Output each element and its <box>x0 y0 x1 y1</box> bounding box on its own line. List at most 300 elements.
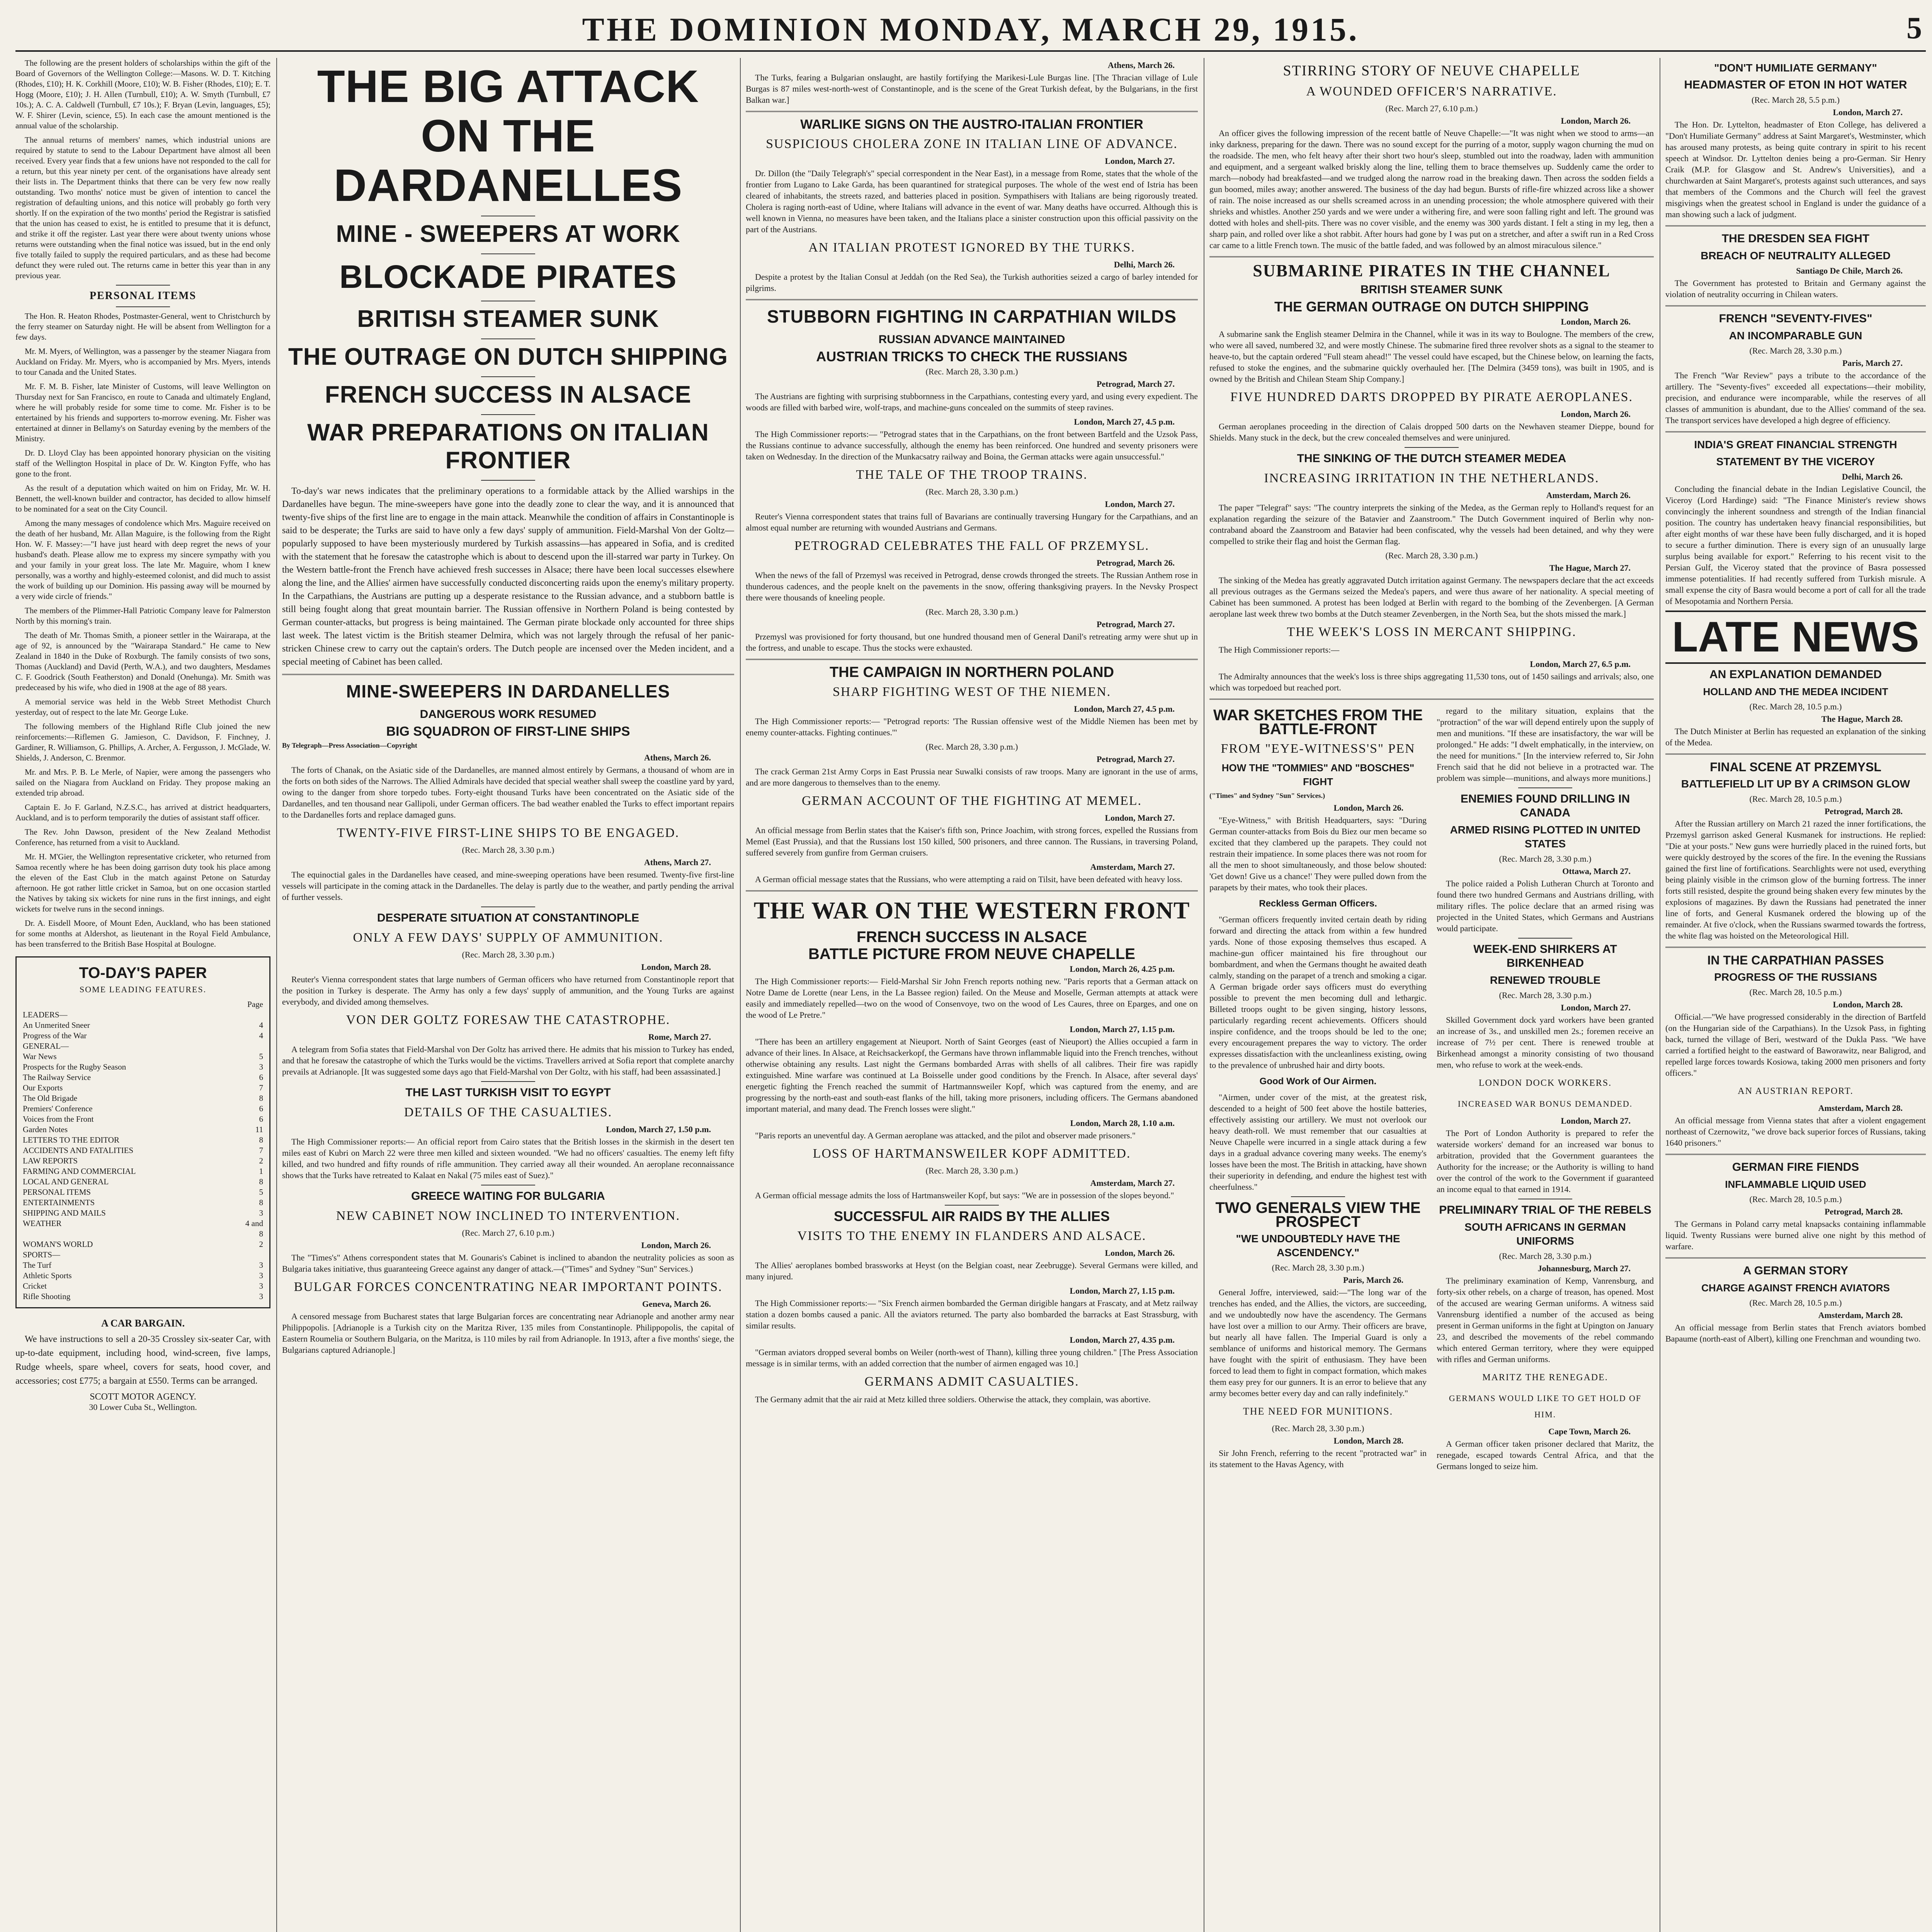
headline-przemysl: FINAL SCENE AT PRZEMYSL <box>1710 760 1881 774</box>
divider <box>1518 938 1572 939</box>
subhead: A WOUNDED OFFICER'S NARRATIVE. <box>1306 84 1557 99</box>
dateline: London, March 26. <box>1561 317 1631 327</box>
divider <box>746 659 1198 660</box>
subhead: AUSTRIAN TRICKS TO CHECK THE RUSSIANS <box>816 349 1128 364</box>
dateline: London, March 27, 1.15 p.m. <box>1070 1024 1175 1034</box>
subhead: STATEMENT BY THE VICEROY <box>1716 456 1875 468</box>
subhead: Good Work of Our Airmen. <box>1259 1076 1377 1087</box>
toc-entry-page: 3 <box>259 1271 263 1280</box>
received-time: (Rec. March 28, 10.5 p.m.) <box>1749 1298 1842 1308</box>
toc-entry <box>23 1291 263 1302</box>
dateline: Amsterdam, March 27. <box>1090 862 1175 872</box>
toc-entry-page: 6 <box>259 1073 263 1082</box>
subhead: FROM "EYE-WITNESS'S" PEN <box>1221 742 1415 756</box>
toc-entry <box>23 1072 263 1083</box>
dateline: London, March 27, 4.35 p.m. <box>1070 1335 1175 1345</box>
toc-entry-label: GENERAL— <box>23 1041 69 1051</box>
subhead-dangerous-work: DANGEROUS WORK RESUMED <box>420 708 597 721</box>
article-paragraph: The sinking of the Medea has greatly aggravated Dutch irritation against Germany. The newspapers declare that the act exceeds all previous outrages as the Germans seized the Medea's papers, and were thus aware of her nationality. A special meeting of Cabinet has been summoned. A protest has been lodged at Berlin with regard to the bombing of the Zevenbergen. [A German aeroplane last week threw two bombs at the Dutch steamer Zevenbergen, in the North Sea, but the shots missed the mark.] <box>1209 575 1654 619</box>
article-paragraph: A telegram from Sofia states that Field-Marshal von Der Goltz has arrived there. He admits that his mission to Turkey has ended, and that he foresaw the catastrophe of which the Turks would be the victims. Travellers arrived at Sofia report that complete anarchy prevails at Adrianople. [It was suggested some days ago that Field-Marshal von Der Goltz, with his staff, had been assassinated.] <box>282 1044 734 1077</box>
subhead: ONLY A FEW DAYS' SUPPLY OF AMMUNITION. <box>353 930 663 945</box>
dateline: Rome, March 27. <box>648 1032 711 1042</box>
received-time: (Rec. March 28, 3.30 p.m.) <box>462 845 554 855</box>
toc-entry <box>23 1177 263 1187</box>
advert-agency: SCOTT MOTOR AGENCY. <box>90 1392 196 1402</box>
divider <box>1209 256 1654 257</box>
subhead: CHARGE AGAINST FRENCH AVIATORS <box>1701 1282 1890 1294</box>
dateline: London, March 26. <box>1561 409 1631 419</box>
dateline: London, March 28. <box>1833 1000 1903 1009</box>
press-credit: By Telegraph—Press Association—Copyright <box>282 742 417 749</box>
divider <box>481 1081 535 1082</box>
received-time: (Rec. March 28, 3.30 p.m.) <box>1499 854 1592 864</box>
article-paragraph: The High Commissioner reports:— "Petrograd reports: 'The Russian offensive west of the Middle Niemen has been met by enemy counter-attacks. Fighting continues.'" <box>746 716 1198 737</box>
headline-western-front: THE WAR ON THE WESTERN FRONT <box>753 898 1190 924</box>
toc-entry-page <box>240 1041 263 1051</box>
toc-entry-page: 7 <box>259 1146 263 1155</box>
subhead: SHARP FIGHTING WEST OF THE NIEMEN. <box>832 685 1111 699</box>
toc-entry-label: Cricket <box>23 1281 47 1291</box>
article-paragraph: Reuter's Vienna correspondent states that large numbers of German officers who have returned from Constantinople report that the position in Turkey is desperate. The Army has only a few days' supply of ammunition, and the Young Turks are against everybody, and divided among themselves. <box>282 975 734 1007</box>
article-paragraph: Concluding the financial debate in the Indian Legislative Council, the Viceroy (Lord Hardinge) said: "The Finance Minister's review shows convincingly the inherent soundness and strength of the Indian financial position. The country has undertaken heavy financial responsibilities, but after eight months of war these have been fully discharged, and it is hoped to secure a further diminution. There is every sign of an unusually large surplus being available for export." Referring to his recent visit to the Persian Gulf, the Viceroy stated that the province of Basra possessed immense potentialities. If had recently suffered from Turkish misrule. A small expense the city of Basra would become a port of call for all the trade of Mesopotamia and Northern Persia. <box>1665 484 1926 606</box>
scholarship-paragraph: The following are the present holders of scholarships within the gift of the Board of Governors of the Wellington College:—Masons. W. D. T. Kitching (Rhodes, £10); H. K. Corkhill (Moore, £10); W. B. Fisher (Rhodes, £10); E. T. Hogg (Moore, £10); J. H. Allen (Turnbull, £10); A. W. Smyth (Turnbull, £7 10s.); A. C. A. Caldwell (Turnbull, £7 10s.); F. Bryan (Levin, languages, £5); W. F. Shirer (Levin, science, £5). In each case the amount mentioned is the annual value of the scholarship. <box>15 58 270 130</box>
subhead: THE WEEK'S LOSS IN MERCANT SHIPPING. <box>1287 625 1577 639</box>
dateline: Petrograd, March 28. <box>1824 1207 1903 1216</box>
personal-item: The members of the Plimmer-Hall Patriotic Company leave for Palmerston North by this morning's train. <box>15 606 270 626</box>
dateline: Petrograd, March 27. <box>1096 619 1175 629</box>
article-paragraph: Dr. Dillon (the "Daily Telegraph's" special correspondent in the Near East), in a message from Rome, states that the whole of the frontier from Lugano to Lake Garda, has been quarantined for strategical purposes. The whole of the west end of Istria has been cleared of inhabitants, the streets razed, and batteries placed in position. Sympathisers with Italians are being rigorously treated. Cholera is raging north-east of Udine, where Italians will advance in the event of war. Many deaths have occurred. Although this is well known in Vienna, no measures have been taken, and the Italians place a sinister construction upon this official passivity on the part of the Austrians. <box>746 168 1198 234</box>
dateline: Santiago De Chile, March 26. <box>1796 266 1903 276</box>
late-news-header: LATE NEWS <box>1665 611 1926 664</box>
divider <box>116 306 170 307</box>
todays-paper-subheading: SOME LEADING FEATURES. <box>79 985 207 994</box>
column-rule <box>276 58 277 1932</box>
article-paragraph: "Airmen, under cover of the mist, at the greatest risk, descended to a height of 500 feet above the hostile batteries, effectively assisting our artillery. We must not overlook our heavy death-roll. We must remember that our casualties at Neuve Chapelle were incurred in a single attack during a few days in a gradual advance covering many weeks. The enemy's losses have been the most. The British in attacking, have shown their superiority in defending, and endure the highest test with cheerfulness." <box>1209 1092 1427 1192</box>
toc-entry-label: Voices from the Front <box>23 1114 94 1124</box>
subhead: LOSS OF HARTMANSWEILER KOPF ADMITTED. <box>813 1146 1131 1161</box>
personal-item: Mr. M. Myers, of Wellington, was a passenger by the steamer Niagara from Auckland on Friday. Mr. Myers, who is accompanied by Mrs. Myers, intends to tour Canada and the United States. <box>15 347 270 377</box>
article-paragraph: The paper "Telegraf" says: "The country interprets the sinking of the Medea, as the German reply to Holland's request for an explanation regarding the seizure of the Batavier and Zaanstroom." The Dutch Government inquired of Berlin why non-contraband aboard the Zaanstroom and Batavier had been confiscated, why the vessels had been detained, and why they were compelled to strike their flag and hoist the German flag. <box>1209 503 1654 546</box>
personal-item: Mr. F. M. B. Fisher, late Minister of Customs, will leave Wellington on Thursday next for San Francisco, en route to Canada and ultimately England, where he will probably reside for some time to come. Mr. Fisher is to be entertained by his friends and supporters to-morrow evening. Mr. Fisher was entertained at dinner in Bellamy's on Saturday evening by the members of the Ministry. <box>15 382 270 443</box>
article-paragraph: The Port of London Authority is prepared to refer the waterside workers' demand for an increased war bonus to arbitration, provided that the Government guarantees the Authority for the increase; or the Authority is willing to hand over the control of the work to the Government if guaranteed an income equal to that earned in 1914. <box>1437 1128 1654 1194</box>
toc-entry-page: 5 <box>259 1052 263 1061</box>
divider <box>282 674 734 675</box>
divider <box>1518 787 1572 788</box>
article-paragraph: The Dutch Minister at Berlin has requested an explanation of the sinking of the Medea. <box>1665 726 1926 747</box>
column-5 <box>1665 58 1926 1932</box>
toc-entry-page: 3 <box>259 1281 263 1291</box>
personal-items-heading: PERSONAL ITEMS <box>89 290 197 302</box>
headline-two-generals: TWO GENERALS VIEW THE PROSPECT <box>1215 1199 1421 1230</box>
toc-entry-label: An Unmerited Sneer <box>23 1020 90 1030</box>
toc-entry-label: LEADERS— <box>23 1010 68 1019</box>
dateline: London, March 27, 1.50 p.m. <box>606 1124 711 1134</box>
article-paragraph: A German officer taken prisoner declared that Maritz, the renegade, escaped towards Central Africa, and that the Germans longed to seize him. <box>1437 1439 1654 1471</box>
article-paragraph: The High Commissioner reports:— An official report from Cairo states that the British losses in the skirmish in the desert ten miles east of Kubri on March 22 were three men killed and sixteen wounded. "We had no officers' casualties. The enemy left fifty killed, and two hundred and fifty rounds of rifle ammunition. They carried away all their wounded. An aeroplane reconnaissance shows that the Turks have retreated to Kalaat en Nakal (75 miles east of Suez)." <box>282 1137 734 1180</box>
column-4 <box>1209 58 1654 1932</box>
subhead: LONDON DOCK WORKERS. <box>1478 1078 1612 1088</box>
article-paragraph: The High Commissioner reports:— "Six French airmen bombarded the German dirigible hangars at Frascaty, and at Metz railway station a dozen bombs caused a panic. All the aviators returned. The party also bombarded the barracks at East Strassburg, with similar results. <box>746 1298 1198 1330</box>
personal-item: Mr. H. M'Gier, the Wellington representative cricketer, who returned from Samoa recently where he has been doing garrison duty took his place among the eleven of the East Club in the match against Petone on Saturday afternoon. He got rather little cricket in Samoa, but on one occasion startled the Natives by taking six wickets for nine runs in the first innings, and eight wickets for twelve runs in the second innings. <box>15 852 270 913</box>
subhead: GERMANS ADMIT CASUALTIES. <box>864 1374 1079 1389</box>
toc-entry <box>23 1083 263 1093</box>
article-paragraph: An official message from Berlin states that the Kaiser's fifth son, Prince Joachim, with strong forces, expelled the Russians from Memel (East Prussia), and that the Russians lost 150 killed, 500 prisoners, and three cannon. The Russians, in traversing Poland, suffered severely from gunfire from German cruisers. <box>746 825 1198 857</box>
subhead: RUSSIAN ADVANCE MAINTAINED <box>878 333 1065 346</box>
advert-text: We have instructions to sell a 20-35 Crossley six-seater Car, with up-to-date equipment, including hood, wind-screen, five lamps, Rudge wheels, spare wheel, covers for seats, hood cover, and accessories; cost £775; a bargain at £550. Terms can be arranged. <box>15 1334 270 1386</box>
dateline: London, March 26. <box>1105 1248 1175 1258</box>
article-paragraph: "Eye-Witness," with British Headquarters, says: "During German counter-attacks from Bois du Biez our men became so excited that they clambered up the parapets. They could not restrain their impatience. In some places there was not room for all the men to shoot simultaneously, and those below shouted: 'Get down! Give us a chance!' They were pulled down from the parapets by their mates, who took their places. <box>1209 815 1427 892</box>
article-paragraph: A German official message admits the loss of Hartmansweiler Kopf, but says: "We are in possession of the slopes beyond." <box>755 1190 1174 1200</box>
subhead: Reckless German Officers. <box>1259 898 1377 909</box>
dateline: London, March 28. <box>641 962 711 972</box>
headline-dutch-shipping: THE OUTRAGE ON DUTCH SHIPPING <box>288 344 728 370</box>
dateline: The Hague, March 28. <box>1821 714 1903 724</box>
toc-entry-page: 8 <box>259 1094 263 1103</box>
toc-entry-label: WEATHER <box>23 1219 62 1228</box>
divider <box>481 338 535 339</box>
divider <box>1665 1257 1926 1259</box>
article-paragraph: The forts of Chanak, on the Asiatic side of the Dardanelles, are manned almost entirely by Germans, a thousand of whom are in the forts on both sides of the Narrows. The Allied Admirals have decided that special weather shall sweep the coastline yard by yard, owing to the danger from shore torpedo tubes. Forty-eight thousand Turks have been concentrated on the Asiatic side of the Dardanelles, and ten thousand near Gallipoli, under German officers. The bad weather enabled the Turks to effect important repairs to the Dardanelles forts and replace damaged guns. <box>282 765 734 820</box>
headline-dardanelles: MINE-SWEEPERS IN DARDANELLES <box>346 681 670 701</box>
toc-entry <box>23 1020 263 1031</box>
headline-explanation: AN EXPLANATION DEMANDED <box>1709 668 1882 681</box>
toc-entry-page: 1 <box>259 1167 263 1176</box>
toc-entry <box>23 1281 263 1291</box>
article-paragraph: A censored message from Bucharest states that large Bulgarian forces are concentrating near Adrianople and another army near Philippopolis. [Adrianople is a Turkish city on the Maritza River, 135 miles from Constantinople. Philippopolis, the capital of Eastern Roumelia or Southern Bulgaria, on the Maritza, is 110 miles by rail from Adrianople. In 1913, after a five months' siege, the Bulgarians captured Adrianople.] <box>282 1311 734 1355</box>
divider <box>1665 431 1926 432</box>
headline-canada: ENEMIES FOUND DRILLING IN CANADA <box>1460 793 1630 819</box>
divider <box>1209 699 1654 700</box>
toc-entry <box>23 1031 263 1041</box>
dateline: Ottawa, March 27. <box>1562 866 1631 876</box>
dateline: London, March 26, 4.25 p.m. <box>1070 964 1175 974</box>
received-time: (Rec. March 27, 6.10 p.m.) <box>462 1228 554 1238</box>
headline-submarine-pirates: SUBMARINE PIRATES IN THE CHANNEL <box>1253 261 1611 280</box>
toc-entry-label: FARMING AND COMMERCIAL <box>23 1167 136 1176</box>
received-time: (Rec. March 28, 3.30 p.m.) <box>1385 551 1478 560</box>
toc-entry-label: The Railway Service <box>23 1073 91 1082</box>
article-paragraph: A submarine sank the English steamer Delmira in the Channel, while it was in its way to Boulogne. The members of the crew, who were all saved, numbered 32, and were mostly Chinese. The submarine fired three revolver shots as a signal to the steamer to heave-to, but the captain ordered "Full steam ahead!" The vessel could have escaped, but the Chinese below, on learning the facts, refused to stoke the engines, and the submarine quickly overhauled her. [The Delmira (3459 tons), was built in 1905, and is owned by the British and Chilean Steam Ship Company.] <box>1209 329 1654 384</box>
article-paragraph: An official message from Berlin states that French aviators bombed Bapaume (north-east of Albert), killing one Frenchman and wounding two. <box>1665 1323 1926 1344</box>
toc-entry <box>23 1197 263 1208</box>
received-time: (Rec. March 28, 3.30 p.m.) <box>462 950 554 959</box>
toc-entry-label: The Turf <box>23 1260 52 1270</box>
dateline: London, March 27. <box>1105 813 1175 823</box>
article-paragraph: The police raided a Polish Lutheran Church at Toronto and found there two hundred Germans and Austrians drilling, with military rifles. The police declare that an armed rising was projected in the United States, which Germans and Austrians would participate. <box>1437 879 1654 933</box>
dateline: London, March 27, 4.5 p.m. <box>1074 704 1175 714</box>
toc-entry <box>23 1260 263 1270</box>
dateline: Petrograd, March 27. <box>1096 754 1175 764</box>
todays-paper-heading: TO-DAY'S PAPER <box>79 964 207 981</box>
toc-entry-page: 8 <box>259 1135 263 1145</box>
article-paragraph: The French "War Review" pays a tribute to the accordance of the artillery. The "Seventy-fives" exceeded all expectations—their mobility, precision, and endurance were incomparable, while the reserves of all classes of ammunition is abundant, due to the Allies' command of the sea. The transport services have developed a high degree of efficiency. <box>1665 371 1926 425</box>
personal-item: The death of Mr. Thomas Smith, a pioneer settler in the Wairarapa, at the age of 92, is announced by the "Wairarapa Standard." He came to New Zealand in 1840 in the Duke of Roxburgh. The family consists of two sons, Thomas (Auckland) and David (Perth, W.A.), and two daughters, Mesdames C. F. Goodrick (South Featherston) and Donald (Onehunga). Mr. Smith was predeceased by his wife, who died in 1908 at the age of 88 years. <box>15 631 270 692</box>
subhead: GERMANS WOULD LIKE TO GET HOLD OF HIM. <box>1449 1393 1642 1419</box>
article-paragraph: The Turks, fearing a Bulgarian onslaught, are hastily fortifying the Marikesi-Lule Burgas line. [The Thracian village of Lule Burgas is 87 miles west-north-west of Constantinople, and is the scene of the Great Turkish defeat, by the Bulgarians, in the first Balkan war.] <box>746 73 1198 105</box>
column-2 <box>282 58 734 1932</box>
subhead-big-squadron: BIG SQUADRON OF FIRST-LINE SHIPS <box>386 724 630 739</box>
todays-paper-box <box>15 956 270 1308</box>
article-paragraph: The Germans in Poland carry metal knapsacks containing inflammable liquid. Twenty Russians were burned alive one night by this method of warfare. <box>1665 1219 1926 1251</box>
subhead: THE NEED FOR MUNITIONS. <box>1243 1406 1393 1417</box>
personal-item: As the result of a deputation which waited on him on Friday, Mr. W. H. Bennett, the well-known builder and contractor, has decided to allow himself to be nominated for a seat on the City Council. <box>15 483 270 514</box>
subhead: BREACH OF NEUTRALITY ALLEGED <box>1701 250 1891 262</box>
dateline: Delhi, March 26. <box>1114 260 1175 269</box>
toc-entry-page: 3 <box>259 1208 263 1218</box>
subhead: THE GERMAN OUTRAGE ON DUTCH SHIPPING <box>1274 299 1589 315</box>
headline-italian-frontier: WAR PREPARATIONS ON ITALIAN FRONTIER <box>307 419 709 474</box>
divider <box>1405 447 1459 448</box>
subhead: AN ITALIAN PROTEST IGNORED BY THE TURKS. <box>808 240 1135 255</box>
personal-item: The Hon. R. Heaton Rhodes, Postmaster-General, went to Christchurch by the ferry steamer on Saturday night. He will be absent from Wellington for a few days. <box>15 311 270 342</box>
dateline: London, March 27. <box>1833 107 1903 117</box>
dateline: Amsterdam, March 28. <box>1818 1103 1903 1113</box>
headline-german-story: A GERMAN STORY <box>1743 1264 1849 1277</box>
received-time: (Rec. March 28, 3.30 p.m.) <box>925 487 1018 497</box>
press-credit: ("Times" and Sydney "Sun" Services.) <box>1209 792 1325 799</box>
headline-india: INDIA'S GREAT FINANCIAL STRENGTH <box>1694 439 1897 451</box>
received-time: (Rec. March 28, 5.5 p.m.) <box>1752 95 1840 105</box>
advert-address: 30 Lower Cuba St., Wellington. <box>89 1402 197 1412</box>
dateline: London, March 26. <box>641 1240 711 1250</box>
toc-entry <box>23 1010 263 1020</box>
dateline: Petrograd, March 27. <box>1096 379 1175 389</box>
subhead: ARMED RISING PLOTTED IN UNITED STATES <box>1450 824 1641 850</box>
divider <box>481 480 535 481</box>
subhead: THE SINKING OF THE DUTCH STEAMER MEDEA <box>1297 452 1566 465</box>
masthead <box>15 8 1926 52</box>
toc-entry <box>23 1104 263 1114</box>
article-paragraph: An officer gives the following impression of the recent battle of Neuve Chapelle:—"It was night when we stood to arms—an inky darkness, preparing for the dawn. There was no sound except for the purring of a motor, supply wagon churning the mud on the roadside. The men, who felt heavy after their short two hour's sleep, stumbled out into the roadway, laden with ammunition and equipment, and a sergeant walked briskly along the line, telling them to brace themselves up. Suddenly came the order to march—nobody had breakfasted—and we trudged along the narrow road in the breaking dawn. Then across the sodden fields a gun boomed, miles away; another answered. The business of the day had begun. Bursts of rifle-fire whizzed across like a shower of rain. The noise increased as our shells screamed across in an unending procession; the whole atmosphere quivered with their shrieks and whistles. Another 250 yards and we were under a withering fire, and were soon falling right and left. The ground was dotted with holes and shell-pits. There was no cover visible, and the enemy was 300 yards distant. I felt a sting in my leg, then a sharp pain, and rolled over like a shot rabbit. After hours had gone by I was put on a stretcher, and after a swift run in a Red Cross car came to a little French town. The music of the battle faded, and was followed by an almost miraculous silence." <box>1209 128 1654 250</box>
toc-entry-page: 4 <box>259 1031 263 1040</box>
article-paragraph: German aeroplanes proceeding in the direction of Calais dropped 500 darts on the Newhaven steamer Dieppe, bound for Shields. Many stuck in the deck, but the crew concealed themselves and were uninjured. <box>1209 422 1654 442</box>
article-paragraph: "Paris reports an uneventful day. A German aeroplane was attacked, and the pilot and observer made prisoners." <box>755 1131 1136 1140</box>
headline-fire-fiends: GERMAN FIRE FIENDS <box>1732 1161 1859 1173</box>
subhead: THE TALE OF THE TROOP TRAINS. <box>856 468 1088 482</box>
headline-british-steamer-sunk: BRITISH STEAMER SUNK <box>357 306 659 332</box>
dateline: The Hague, March 27. <box>1549 563 1631 573</box>
toc-entry <box>23 1124 263 1135</box>
column-3 <box>746 58 1198 1932</box>
divider <box>945 1205 999 1206</box>
toc-entry-label: Our Exports <box>23 1083 63 1092</box>
received-time: (Rec. March 28, 3.30 p.m.) <box>925 367 1018 376</box>
subhead: HOLLAND AND THE MEDEA INCIDENT <box>1703 686 1888 697</box>
received-time: (Rec. March 28, 3.30 p.m.) <box>925 742 1018 752</box>
subhead: "WE UNDOUBTEDLY HAVE THE ASCENDENCY." <box>1236 1233 1400 1259</box>
divider <box>1665 753 1926 755</box>
divider <box>746 299 1198 300</box>
toc-entry-page: 4 <box>259 1020 263 1030</box>
subhead: PROGRESS OF THE RUSSIANS <box>1714 971 1877 983</box>
dateline: London, March 28, 1.10 a.m. <box>1070 1118 1175 1128</box>
subhead: INCREASED WAR BONUS DEMANDED. <box>1458 1099 1633 1109</box>
toc-entry <box>23 1093 263 1104</box>
article-paragraph: "German aviators dropped several bombs on Weiler (north-west of Thann), killing three young children." [The Press Association message is in similar terms, with an added correction that the number of airmen engaged was 10.] <box>746 1347 1198 1368</box>
dateline: London, March 27, 4.5 p.m. <box>1074 417 1175 427</box>
subhead: MARITZ THE RENEGADE. <box>1482 1372 1608 1383</box>
article-paragraph: Skilled Government dock yard workers have been granted an increase of 3s., and unskilled men 2s.; foremen receive an increase of 7½ per cent. There is renewed trouble at Birkenhead amongst a minority consisting of two thousand men, who refuse to work at the week-ends. <box>1437 1015 1654 1070</box>
personal-item: Captain E. Jo F. Garland, N.Z.S.C., has arrived at district headquarters, Auckland, and is to perform temporarily the duties of assistant staff officer. <box>15 803 270 822</box>
dateline: Cape Town, March 26. <box>1548 1427 1631 1436</box>
headline-northern-poland: THE CAMPAIGN IN NORTHERN POLAND <box>829 664 1114 680</box>
personal-item: Among the many messages of condolence which Mrs. Maguire received on the death of her husband, Mr. Allan Maguire, is the following from the Right Hon. W. F. Massey:—"I have just heard with deep regret the news of your husband's death. Please allow me to express my sincere sympathy with you and your family in your great loss. The late Mr. Maguire, whom I knew personally, was a worthy and highly-esteemed colonist, and did much to assist the work of building up our Dominion. His passing away will be mourned by a very wide circle of friends." <box>15 519 270 601</box>
toc-entry <box>23 1135 263 1145</box>
toc-entry-page: 11 <box>255 1125 263 1134</box>
toc-entry <box>23 1208 263 1218</box>
divider <box>1291 1196 1345 1197</box>
toc-entry-page: 8 <box>259 1198 263 1207</box>
toc-entry-label: SPORTS— <box>23 1250 60 1259</box>
headline-french-success: FRENCH SUCCESS IN ALSACE <box>325 381 692 408</box>
divider <box>481 906 535 907</box>
subhead: TWENTY-FIVE FIRST-LINE SHIPS TO BE ENGAGED. <box>337 826 680 840</box>
headline-birkenhead: WEEK-END SHIRKERS AT BIRKENHEAD <box>1473 943 1617 969</box>
subhead: INFLAMMABLE LIQUID USED <box>1725 1179 1866 1190</box>
headline-austro-italian: WARLIKE SIGNS ON THE AUSTRO-ITALIAN FRONTIER <box>800 117 1143 132</box>
toc-entry <box>23 1218 263 1239</box>
toc-entry-label: LOCAL AND GENERAL <box>23 1177 109 1186</box>
article-paragraph: The Germany admit that the air raid at Metz killed three soldiers. Otherwise the attack, they complain, was abortive. <box>755 1395 1151 1404</box>
masthead-title: THE DOMINION MONDAY, MARCH 29, 1915. <box>582 11 1359 48</box>
toc-entry-page: 2 <box>259 1240 263 1249</box>
subhead: BRITISH STEAMER SUNK <box>1360 283 1503 296</box>
toc-entry-label: Rifle Shooting <box>23 1292 71 1301</box>
personal-item: Dr. D. Lloyd Clay has been appointed honorary physician on the visiting staff of the Wellington Hospital in place of Dr. W. Kington Fyffe, who has gone to the front. <box>15 448 270 478</box>
divider <box>116 285 170 286</box>
article-paragraph: After the Russian artillery on March 21 razed the inner fortifications, the Przemysl garrison asked General Kusmanek for instructions. He replied: "Die at your posts." New guns were hurriedly placed in the ruined forts, but were quickly destroyed by the scores of the fire. In the evening the Russians gained the first line of fortifications. Searchlights were not used, everything being plainly visible in the crimson glow of the burning fortress. The inner forts still resisted, despite the ground being shaken every few minutes by the explosions of magazines. By dawn the Russians had penetrated the inner line of forts, and General Kusmanek ordered the blowing up of the remainder. At five o'clock, when the Russians swarmed towards the fortress, the white flag was hoisted on the Meteorological Hill. <box>1665 819 1926 940</box>
divider <box>481 414 535 415</box>
divider <box>1665 1154 1926 1155</box>
toc-entry <box>23 1250 263 1260</box>
headline-carpathian-passes: IN THE CARPATHIAN PASSES <box>1707 953 1884 967</box>
dateline: Geneva, March 26. <box>642 1299 711 1309</box>
received-time: (Rec. March 27, 6.10 p.m.) <box>1385 104 1478 113</box>
personal-item: A memorial service was held in the Webb Street Methodist Church yesterday, out of respect to the late Mr. George Luke. <box>15 697 270 717</box>
toc-entry-label: Prospects for the Rugby Season <box>23 1062 126 1071</box>
toc-entry-label: Premiers' Conference <box>23 1104 93 1113</box>
toc-entry-page: 2 <box>259 1156 263 1165</box>
subhead: PETROGRAD CELEBRATES THE FALL OF PRZEMYSL. <box>794 539 1150 553</box>
divider <box>746 890 1198 891</box>
divider <box>1665 947 1926 948</box>
article-paragraph: When the news of the fall of Przemysl was received in Petrograd, dense crowds thronged the streets. The Russian Anthem rose in thunderous cadences, and the people knelt on the pavements in the snow, offering thanksgiving prayers. In the Nevsky Prospect there were thousands of kneeling people. <box>746 570 1198 602</box>
subhead: THE LAST TURKISH VISIT TO EGYPT <box>405 1086 611 1099</box>
dateline: Amsterdam, March 26. <box>1546 490 1631 500</box>
toc-entry-label: Athletic Sports <box>23 1271 72 1280</box>
toc-entry <box>23 1041 263 1051</box>
divider <box>746 111 1198 112</box>
headline-mine-sweepers: MINE - SWEEPERS AT WORK <box>336 221 680 247</box>
dateline: London, March 27, 1.15 p.m. <box>1070 1286 1175 1296</box>
dateline: London, March 27. <box>1105 156 1175 166</box>
war-news-summary: To-day's war news indicates that the preliminary operations to a formidable attack by the Allied warships in the Dardanelles have begun. The mine-sweepers have gone into the deadly zone to clear the way, and it is announced that twenty-five ships of the first line are to engage in the main attack. Meanwhile the condition of affairs in Constantinople is said to be desperate; the Turks are said to have only a few days' supply of ammunition. Field-Marshal Von der Goltz—popularly supposed to have been mysteriously murdered by Turkish assassins—has appeared in Sofia, and is credited with the statement that he foresaw the catastrophe which is about to descend upon the ill-starred war party in Turkey. On the Western battle-front the French have achieved fresh successes in Alsace; there have been local successes elsewhere along the line, and the Allies' airmen have successfully conducted disconcerting raids upon the enemy's military property. In the Carpathians, the Austrians are putting up a desperate resistance to the Russian advance, and a stubborn battle is still being fought along that great mountain barrier. The Russian offensive in Northern Poland is being contested by German counter-attacks, but progress is being maintained. The German pirate blockade only accounted for three ships last week. The latest victim is the British steamer Delmira, which was not largely through the refusal of her panic-stricken Chinese crew to carry out the captain's orders. The Dutch people are incensed over the Meden incident, and a special meeting of Cabinet has been called. <box>282 486 734 667</box>
advert-title: A CAR BARGAIN. <box>101 1318 185 1329</box>
toc-entry-page: 7 <box>259 1083 263 1092</box>
column-rule <box>740 58 741 1932</box>
subhead: RENEWED TROUBLE <box>1490 974 1601 986</box>
dateline: Petrograd, March 28. <box>1824 806 1903 816</box>
subhead: SUSPICIOUS CHOLERA ZONE IN ITALIAN LINE OF ADVANCE. <box>766 137 1178 151</box>
subhead: FRENCH SUCCESS IN ALSACE <box>856 929 1087 946</box>
subhead: BULGAR FORCES CONCENTRATING NEAR IMPORTANT POINTS. <box>294 1280 723 1294</box>
subhead: FIVE HUNDRED DARTS DROPPED BY PIRATE AEROPLANES. <box>1230 390 1633 404</box>
toc-entry <box>23 1156 263 1166</box>
toc-entry-label: War News <box>23 1052 57 1061</box>
subhead: BATTLEFIELD LIT UP BY A CRIMSON GLOW <box>1681 778 1910 790</box>
toc-entry <box>23 1051 263 1062</box>
divider <box>1665 305 1926 306</box>
toc-entry-page: 6 <box>259 1114 263 1124</box>
toc-entry-label: ACCIDENTS AND FATALITIES <box>23 1146 134 1155</box>
received-time: (Rec. March 28, 3.30 p.m.) <box>925 607 1018 617</box>
dateline: London, March 28. <box>1333 1436 1403 1446</box>
received-time: (Rec. March 28, 10.5 p.m.) <box>1749 794 1842 804</box>
dateline: Amsterdam, March 27. <box>1090 1178 1175 1188</box>
subhead: BATTLE PICTURE FROM NEUVE CHAPELLE <box>808 946 1135 963</box>
article-paragraph: Reuter's Vienna correspondent states that trains full of Bavarians are continually traversing Hungary for the Carpathians, and an almost equal number are returning with wounded Austrians and Germans. <box>746 512 1198 532</box>
headline-blockade-pirates: BLOCKADE PIRATES <box>339 259 677 295</box>
toc-entry-page: 5 <box>259 1187 263 1197</box>
subhead: SOUTH AFRICANS IN GERMAN UNIFORMS <box>1464 1221 1626 1247</box>
toc-entry <box>23 1114 263 1124</box>
article-paragraph: The crack German 21st Army Corps in East Prussia near Suwalki consists of raw troops. Many are ignorant in the use of arms, and are more dangerous to themselves than to the enemy. <box>746 767 1198 787</box>
toc-entry-page <box>240 1250 263 1260</box>
article-paragraph: A German official message states that the Russians, who were attempting a raid on Tilsit, have been defeated with heavy loss. <box>755 874 1183 884</box>
dateline: Athens, March 26. <box>1107 60 1175 70</box>
received-time: (Rec. March 28, 3.30 p.m.) <box>1499 1251 1592 1261</box>
headline-seventy-fives: FRENCH "SEVENTY-FIVES" <box>1719 312 1872 325</box>
toc-entry-page: 3 <box>259 1260 263 1270</box>
car-bargain-advert <box>15 1318 270 1412</box>
toc-entry-page: 6 <box>259 1104 263 1113</box>
article-paragraph: regard to the military situation, explains that the "protraction" of the war will depend entirely upon the supply of men and munitions. "If these are insatisfactory, the war will be prolonged." He adds: "I dwelt emphatically, in the interview, on the need for munitions." [In the interview referred to, Sir John French said that he did not believe in a protracted war. The problem was simple—munitions, and always more munitions.] <box>1437 706 1654 783</box>
subhead: HOW THE "TOMMIES" AND "BOSCHES" FIGHT <box>1221 762 1415 787</box>
dateline: Delhi, March 26. <box>1842 472 1903 481</box>
dateline: London, March 27, 6.5 p.m. <box>1530 659 1631 669</box>
article-paragraph: The preliminary examination of Kemp, Vanrensburg, and forty-six other rebels, on a charge of treason, has opened. Most of the accused are wearing German uniforms. A witness said Vanrensburg identified a number of the accused as being present in German uniforms in the fight at Upington on January 23, and described the movements of the rebel commando which entered German territory, where they were equipped with rifles and German uniforms. <box>1437 1276 1654 1364</box>
personal-item: Mr. and Mrs. P. B. Le Merle, of Napier, were among the passengers who sailed on the Niagara from Auckland on Friday. They propose making an extended trip abroad. <box>15 767 270 798</box>
dateline: Athens, March 27. <box>644 857 711 867</box>
subhead: AN INCOMPARABLE GUN <box>1729 330 1862 342</box>
article-paragraph: The High Commissioner reports:— Field-Marshal Sir John French reports nothing new. "Paris reports that a German attack on Notre Dame de Lorette (near Lens, in the La Bassee region) failed. On the Meuse and Moselle, German attempts at attack were easily and immediately repelled—two on the wood of Consenvoye, two on the wood of Les Caures, three on Eparges, and one on the wood of Le Pretre." <box>746 976 1198 1020</box>
dateline: London, March 26. <box>1333 803 1403 813</box>
toc-entry <box>23 1270 263 1281</box>
received-time: (Rec. March 28, 3.30 p.m.) <box>1272 1423 1364 1433</box>
received-time: (Rec. March 28, 10.5 p.m.) <box>1749 1194 1842 1204</box>
article-paragraph: The "Times's" Athens correspondent states that M. Gounaris's Cabinet is inclined to abandon the neutrality policies as soon as Bulgaria takes initiative, thus guaranteeing Greece against any danger of attack.—("Times" and Sydney "Sun" Services.) <box>282 1253 734 1274</box>
article-paragraph: Przemysl was provisioned for forty thousand, but one hundred thousand men of General Danil's retreating army were shut up in the fortress, and unable to escape. Thus the stocks were exhausted. <box>746 632 1198 653</box>
dateline: Paris, March 27. <box>1842 358 1903 368</box>
subhead: GREECE WAITING FOR BULGARIA <box>411 1190 605 1202</box>
toc-entry-label: SHIPPING AND MAILS <box>23 1208 106 1218</box>
subhead: NEW CABINET NOW INCLINED TO INTERVENTION. <box>336 1209 680 1223</box>
dateline: Athens, March 26. <box>644 753 711 762</box>
dateline: London, March 26. <box>1561 116 1631 126</box>
dateline: London, March 27. <box>1561 1116 1631 1126</box>
toc-entry <box>23 1239 263 1250</box>
toc-entry-label: PERSONAL ITEMS <box>23 1187 91 1197</box>
headline-war-sketches: WAR SKETCHES FROM THE BATTLE-FRONT <box>1213 707 1423 738</box>
toc-entry-page <box>240 1010 263 1020</box>
column-1 <box>15 58 270 1932</box>
headline-dont-humiliate: "DON'T HUMILIATE GERMANY" <box>1714 62 1877 74</box>
received-time: (Rec. March 28, 3.30 p.m.) <box>1749 346 1842 355</box>
article-paragraph: The Admiralty announces that the week's loss is three ships aggregating 11,530 tons, out of 1450 sailings and arrivals; also, one which was torpedoed but reached port. <box>1209 672 1654 692</box>
article-paragraph: Sir John French, referring to the recent "protracted war" in its statement to the Havas Agency, with <box>1209 1448 1427 1469</box>
dateline: London, March 27. <box>1561 1003 1631 1012</box>
subhead: VISITS TO THE ENEMY IN FLANDERS AND ALSACE. <box>797 1229 1146 1243</box>
